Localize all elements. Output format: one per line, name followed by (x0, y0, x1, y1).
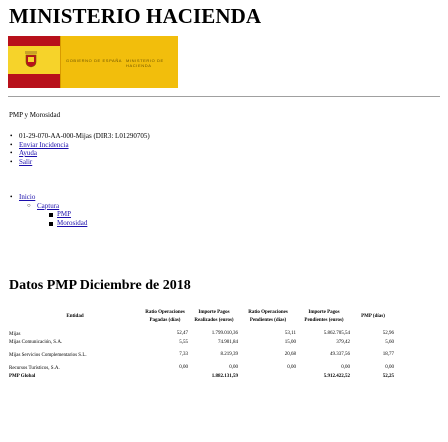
breadcrumb: PMP y Morosidad (9, 111, 61, 119)
table-header-row (9, 309, 439, 324)
cell-entidad: Mijas Servicios Complementarios S.L. (9, 352, 87, 358)
cell-pmp: 5,60 (385, 339, 394, 345)
cell-importe-pagos: 1.799.010,36 (211, 331, 238, 336)
cell-importe-pagos: 74.901,84 (218, 339, 238, 345)
logo-divider (60, 36, 61, 88)
header-ratio-pagadas: Ratio Operaciones Pagadas (días) (145, 310, 185, 323)
entity-label: • 01-29-070-AA-000-Mijas (DIR3: L01290705) (9, 132, 150, 141)
government-logo (8, 36, 178, 88)
cell-ratio-pagadas: 5,55 (179, 339, 188, 345)
nav-pmp-link[interactable]: PMP (57, 210, 72, 218)
logout-link[interactable]: Salir (19, 157, 33, 166)
report-incident-link[interactable]: Enviar Incidencia (19, 140, 69, 149)
header-entidad: Entidad (66, 313, 84, 319)
cell-ratio-pendientes: 0,00 (287, 365, 296, 370)
cell-importe-pendientes: 49.337,56 (330, 352, 350, 358)
table-row (9, 347, 439, 364)
cell-ratio-pendientes: 15,00 (284, 339, 296, 345)
header-divider (8, 96, 440, 97)
cell-importe-pendientes: 379,42 (336, 339, 350, 345)
cell-entidad: Mijas Comunicación, S.A. (9, 340, 63, 345)
cell-ratio-pendientes: 20,68 (284, 352, 296, 358)
nav-morosidad-link[interactable]: Morosidad (57, 218, 88, 227)
logo-left-text: GOBIERNO DE ESPAÑA (66, 58, 123, 63)
cell-importe-pendientes: 0,00 (341, 365, 350, 370)
cell-pmp-total: 52,25 (382, 373, 394, 379)
cell-importe-pendientes: 5.862.705,54 (323, 331, 350, 336)
cell-importe-pagos: 0,00 (229, 365, 238, 370)
nav-inicio-link[interactable]: Inicio (19, 193, 36, 201)
cell-pmp: 0,00 (385, 365, 394, 370)
cell-ratio-pagadas: 52,47 (176, 331, 188, 336)
cell-entidad: Mijas (9, 331, 21, 337)
section-title: Datos PMP Diciembre de 2018 (9, 278, 191, 293)
table-row (9, 364, 439, 373)
cell-importe-pagos-total: 1.882.131,59 (211, 373, 238, 379)
account-menu (9, 132, 150, 166)
table-row (9, 330, 439, 339)
logo-right-text: MINISTERIO DE HACIENDA (126, 58, 164, 68)
cell-importe-pagos: 8.219,39 (220, 352, 238, 358)
header-importe-pagos: Importe Pagos Realizados (euros) (194, 310, 234, 323)
navigation-menu (9, 193, 87, 227)
cell-ratio-pagadas-total (141, 373, 189, 382)
flag-red-stripe-bottom (8, 74, 60, 88)
cell-ratio-pendientes: 53,11 (284, 331, 296, 336)
coat-of-arms-icon (24, 50, 38, 68)
cell-importe-pendientes-total: 5.912.422,52 (323, 373, 350, 379)
table-total-row (9, 373, 439, 382)
cell-entidad-total: PMP Global (9, 374, 36, 379)
cell-pmp: 52,96 (382, 331, 394, 336)
table-row (9, 339, 439, 348)
cell-pmp: 18,77 (382, 352, 394, 358)
cell-ratio-pendientes-total (239, 373, 297, 382)
help-link[interactable]: Ayuda (19, 149, 38, 157)
cell-entidad: Recursos Turísticos, S.A. (9, 365, 60, 371)
flag-red-stripe-top (8, 36, 60, 46)
cell-ratio-pagadas: 7,33 (179, 352, 188, 358)
pmp-data-table (9, 309, 439, 381)
page-title: MINISTERIO HACIENDA (9, 4, 262, 28)
header-importe-pendientes: Importe Pagos Pendientes (euros) (304, 310, 344, 323)
header-pmp: PMP (días) (361, 313, 385, 319)
cell-ratio-pagadas: 0,00 (179, 365, 188, 370)
header-ratio-pendientes: Ratio Operaciones Pendientes (días) (248, 310, 288, 323)
nav-captura-link[interactable]: Captura (37, 201, 60, 210)
